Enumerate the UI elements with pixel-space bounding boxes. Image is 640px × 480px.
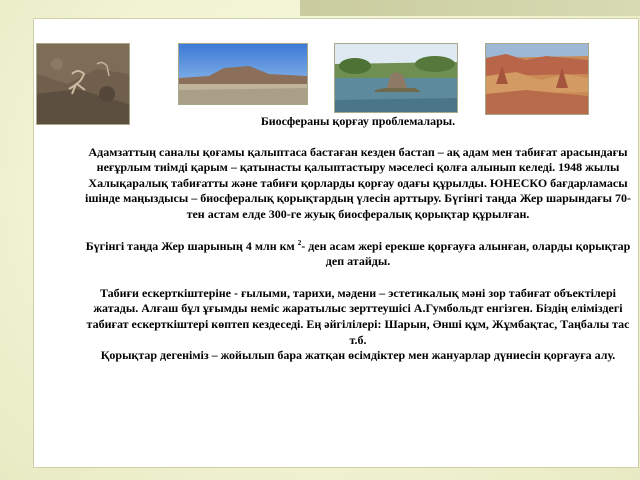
top-decoration-bar [300, 0, 640, 16]
paragraph2-text-after: - ден асам жері ерекше қорғауға алынған, оларды қорықтар деп атайды. [301, 238, 631, 269]
red-canyon-image [485, 43, 589, 115]
slide-text-area [78, 114, 638, 364]
paragraph-natural-monuments: Табиғи ескерткіштеріне - ғылыми, тарихи, мәдени – эстетикалық мәні зор табиғат объектілері жатады. Алғаш бұл ұғымды неміс жаратылыс зерттеушісі А.Гумбольдт енгізген. Біздің еліміздегі табиғат ескерткіштері көптеп кездеседі. Ең әйгілілері: Шарын, Әнші құм, Жұмбақтас, Таңбалы тас т.б. [86, 285, 630, 347]
paragraph-reserves-definition: Қорықтар дегеніміз – жойылып бара жатқан өсімдіктер мен жануарлар дүниесін қорғауға алу. [100, 348, 616, 363]
paragraph2-text-before: Бүгінгі таңда Жер шарының 4 млн км [85, 238, 295, 253]
petroglyph-rock-image [36, 43, 130, 125]
volcano-landscape-image [178, 43, 308, 105]
paragraph-history: Адамзаттың саналы қоғамы қалыптаса бастаған кезден бастап – ақ адам мен табиғат арасындағы неғұрлым тиімді қарым – қатынасты қалыптастыру мәселесі қолға алынып келеді. 1948 жылы Халықаралық табиғатты және табиғи қорларды қорғау одағы құрылды. ЮНЕСКО бағдарламасы ішінде маңыздысы – биосфералық қорықтардың үлесін арттыру. Бүгінгі таңда Жер шарындағы 70-тен астам елде 300-ге жуық биосфералық қорықтар құрылған. [85, 144, 631, 221]
slide-title: Биосфераны қорғау проблемалары. [260, 114, 456, 128]
paragraph-protected-area [78, 239, 638, 270]
superscript-2: 2 [297, 238, 302, 247]
lake-rock-island-image [334, 43, 458, 113]
